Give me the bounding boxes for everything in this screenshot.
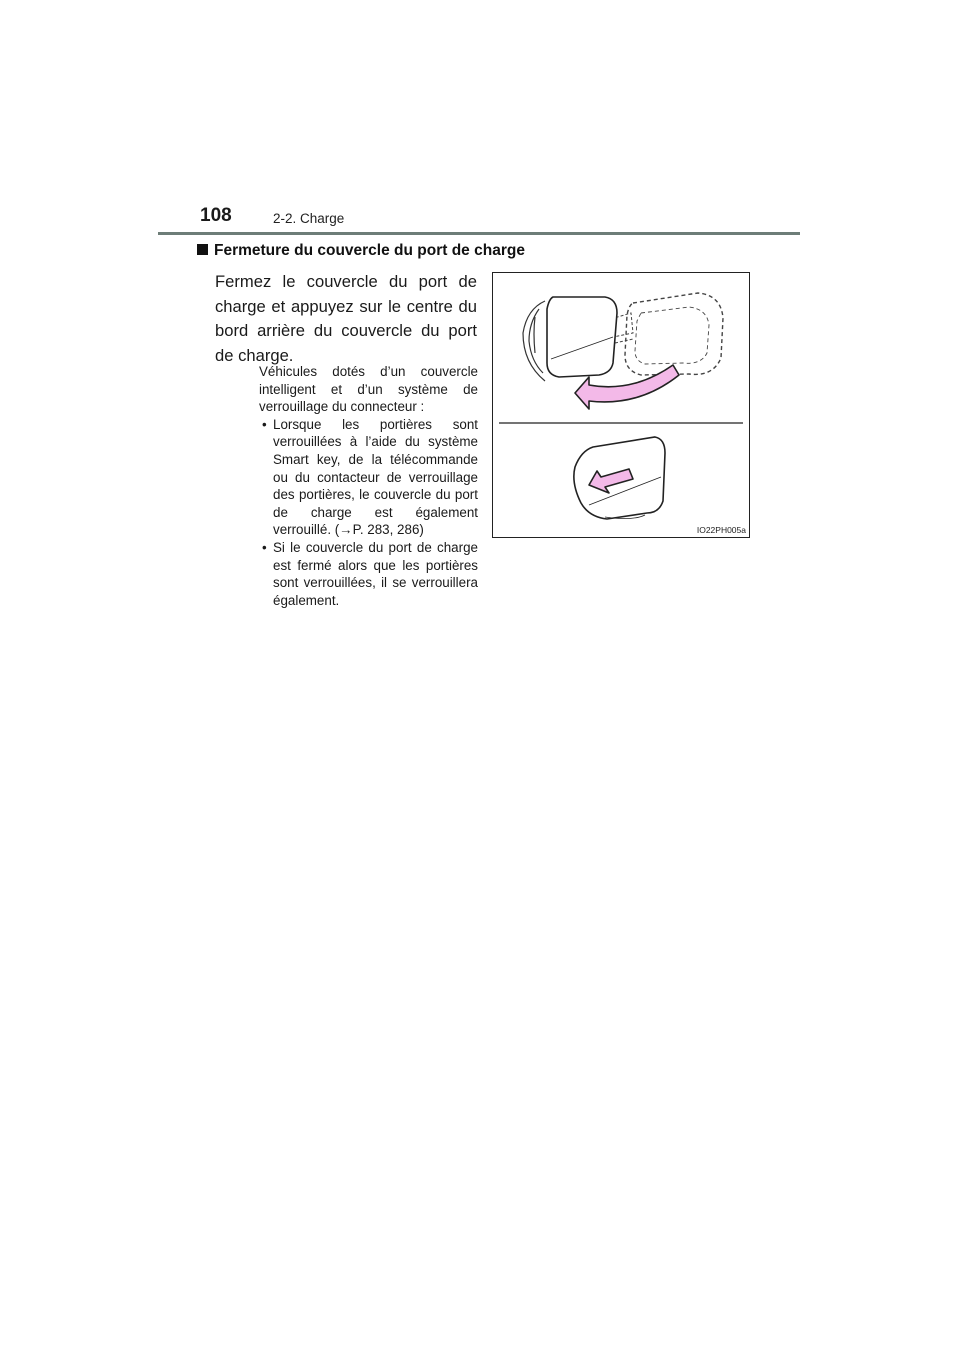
page-number: 108 xyxy=(200,205,232,226)
open-lid-outline xyxy=(625,293,723,375)
section-title: 2-2. Charge xyxy=(273,211,345,226)
note-item xyxy=(259,539,478,609)
port-housing xyxy=(523,301,545,381)
note-intro: Véhicules dotés d’un couvercle intelligent et d’un système de verrouillage du connecteur : xyxy=(259,364,478,415)
closing-lid xyxy=(547,297,617,377)
illustration-figure xyxy=(492,272,750,538)
charge-port-illustration xyxy=(493,273,749,537)
note-item xyxy=(259,416,478,539)
instruction-text: Fermez le couvercle du port de charge et appuyez sur le centre du bord arrière du couvercle du port de charge. xyxy=(215,272,477,365)
section-heading xyxy=(197,242,525,260)
header-divider xyxy=(158,232,800,235)
note-item-text: Si le couvercle du port de charge est fermé alors que les portières sont verrouillées, il se verrouillera également. xyxy=(273,539,478,608)
bullet-dot-icon: • xyxy=(262,539,267,555)
figure-code: IO22PH005a xyxy=(696,525,746,535)
bullet-dot-icon: • xyxy=(262,416,267,432)
note-block xyxy=(259,363,478,609)
square-bullet-icon xyxy=(197,244,208,255)
note-list xyxy=(259,416,478,610)
heading-text: Fermeture du couvercle du port de charge xyxy=(214,242,525,259)
note-item-text: Lorsque les portières sont verrouillées à l’aide du système Smart key, de la télécommande ou du contacteur de verrouillage des portières, le couvercle du port de charge est également verrouillé. (→P. 283, 286) xyxy=(273,416,478,538)
